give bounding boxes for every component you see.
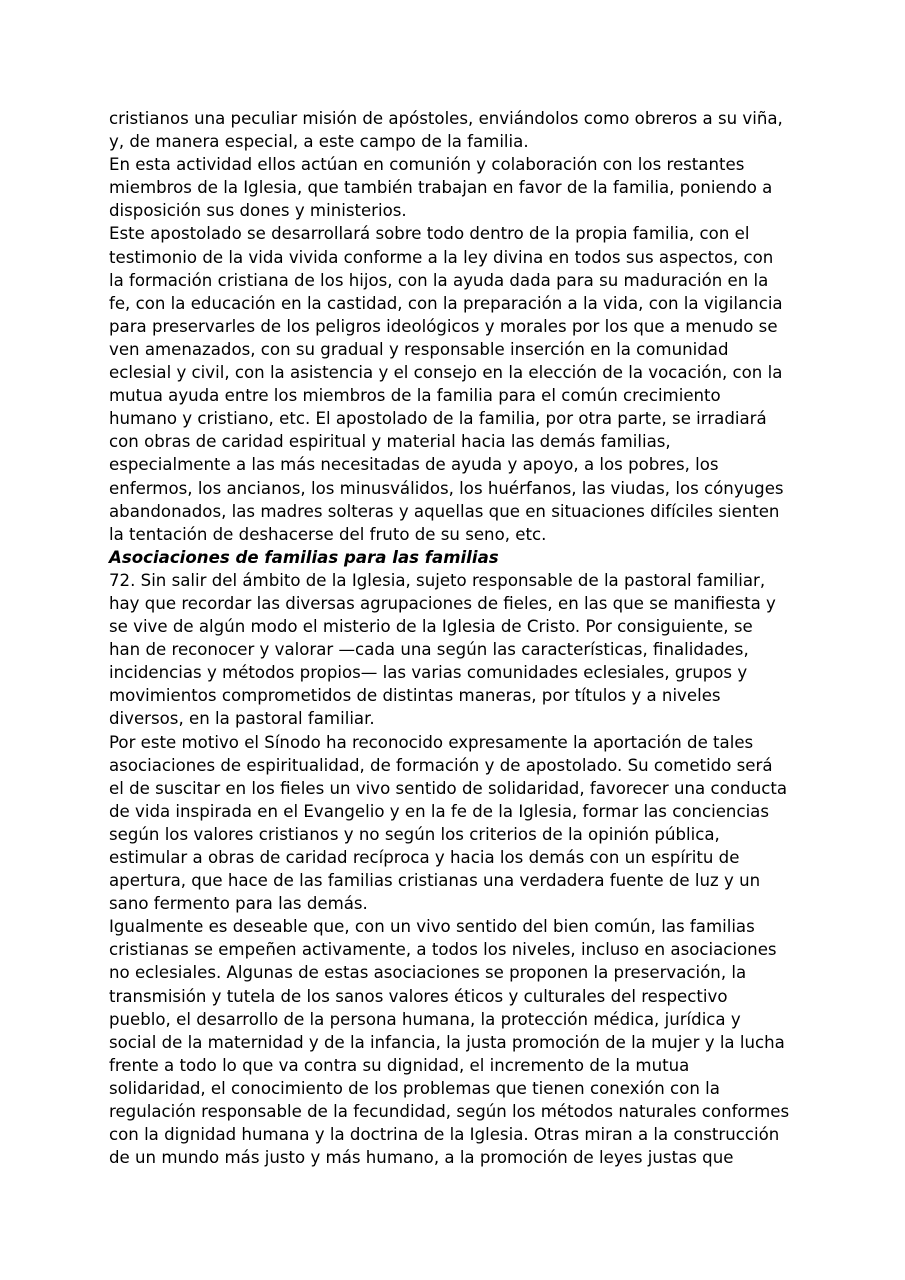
text-line: transmisión y tutela de los sanos valores éticos y culturales del respectivo [109,986,728,1006]
document-page [109,107,809,1169]
text-line: frente a todo lo que va contra su dignidad, el incremento de la mutua [109,1055,690,1075]
text-line: miembros de la Iglesia, que también trabajan en favor de la familia, poniendo a [109,178,773,198]
text-line: asociaciones de espiritualidad, de formación y de apostolado. Su cometido será [109,755,773,775]
text-line: movimientos comprometidos de distintas maneras, por títulos y a niveles [109,686,721,706]
text-line: con la dignidad humana y la doctrina de la Iglesia. Otras miran a la construcción [109,1125,780,1145]
section-heading: Asociaciones de familias para las familias [109,547,499,567]
text-line: estimular a obras de caridad recíproca y hacia los demás con un espíritu de [109,848,740,867]
text-line: no eclesiales. Algunas de estas asociaciones se proponen la preservación, la [109,963,747,983]
text-line: 72. Sin salir del ámbito de la Iglesia, sujeto responsable de la pastoral familiar, [109,570,766,590]
text-line: y, de manera especial, a este campo de la familia. [109,132,529,152]
text-line: regulación responsable de la fecundidad, según los métodos naturales conformes [109,1102,790,1122]
text-line: cristianas se empeñen activamente, a todos los niveles, incluso en asociaciones [109,940,777,960]
text-line: abandonados, las madres solteras y aquellas que en situaciones difíciles sienten [109,501,780,521]
text-line: con obras de caridad espiritual y material hacia las demás familias, [109,432,671,452]
text-line: ven amenazados, con su gradual y responsable inserción en la comunidad [109,339,729,359]
text-line: el de suscitar en los fieles un vivo sentido de solidaridad, favorecer una conducta [109,778,788,798]
text-line: la formación cristiana de los hijos, con la ayuda dada para su maduración en la [109,270,769,290]
text-line: mutua ayuda entre los miembros de la familia para el común crecimiento [109,386,721,406]
text-line: apertura, que hace de las familias cristianas una verdadera fuente de luz y un [109,871,761,891]
text-line: la tentación de deshacerse del fruto de su seno, etc. [109,524,547,544]
text-line: hay que recordar las diversas agrupaciones de fieles, en las que se manifiesta y [109,593,776,613]
text-line: En esta actividad ellos actúan en comunión y colaboración con los restantes [109,155,745,175]
text-line: solidaridad, el conocimiento de los problemas que tienen conexión con la [109,1078,720,1098]
text-line: para preservarles de los peligros ideológicos y morales por los que a menudo se [109,316,778,336]
text-line: diversos, en la pastoral familiar. [109,709,375,729]
text-line: humano y cristiano, etc. El apostolado de la familia, por otra parte, se irradiará [109,409,767,429]
text-line: disposición sus dones y ministerios. [109,201,407,221]
text-line: de un mundo más justo y más humano, a la promoción de leyes justas que [109,1148,734,1168]
text-line: sano fermento para las demás. [109,894,368,914]
text-line: Este apostolado se desarrollará sobre todo dentro de la propia familia, con el [109,224,750,244]
text-line: Por este motivo el Sínodo ha reconocido expresamente la aportación de tales [109,732,754,752]
text-line: eclesial y civil, con la asistencia y el consejo en la elección de la vocación, con la [109,363,783,383]
text-line: testimonio de la vida vivida conforme a la ley divina en todos sus aspectos, con [109,247,774,267]
text-line: enfermos, los ancianos, los minusválidos, los huérfanos, las viudas, los cónyuges [109,478,784,498]
text-line: han de reconocer y valorar —cada una según las características, finalidades, [109,640,749,660]
text-line: especialmente a las más necesitadas de ayuda y apoyo, a los pobres, los [109,455,719,475]
text-line: según los valores cristianos y no según los criterios de la opinión pública, [109,824,720,844]
text-line: fe, con la educación en la castidad, con la preparación a la vida, con la vigilancia [109,293,783,313]
text-line: pueblo, el desarrollo de la persona humana, la protección médica, jurídica y [109,1009,741,1029]
text-line: social de la maternidad y de la infancia, la justa promoción de la mujer y la lucha [109,1032,785,1052]
text-line: Igualmente es deseable que, con un vivo sentido del bien común, las familias [109,917,755,937]
text-line: de vida inspirada en el Evangelio y en la fe de la Iglesia, formar las conciencias [109,801,769,821]
text-line: cristianos una peculiar misión de apóstoles, enviándolos como obreros a su viña, [109,109,783,128]
text-line: se vive de algún modo el misterio de la Iglesia de Cristo. Por consiguiente, se [109,617,753,637]
text-line: incidencias y métodos propios— las varias comunidades eclesiales, grupos y [109,663,748,683]
